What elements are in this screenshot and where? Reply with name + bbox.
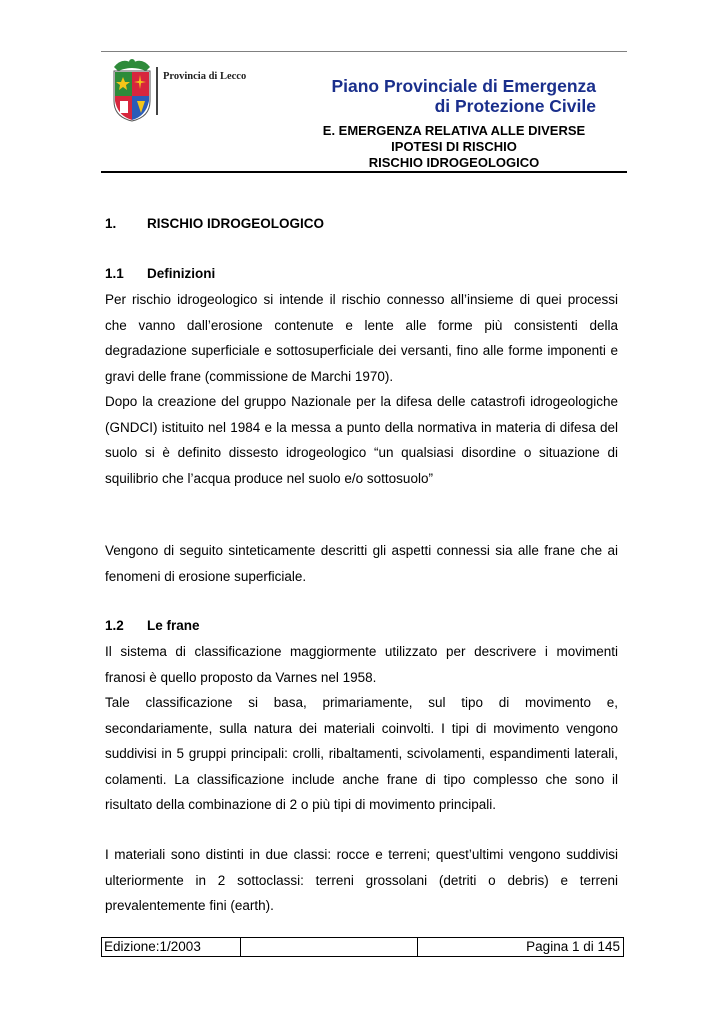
section-subtitle-line2: IPOTESI DI RISCHIO [391,139,517,154]
header-bottom-rule [101,171,627,173]
heading-number: 1.2 [105,618,124,633]
heading-title: Le frane [147,618,200,633]
logo-text: Provincia di Lecco [163,71,247,82]
heading-title: Definizioni [147,266,216,281]
header-top-rule [101,51,627,52]
paragraph-materials: I materiali sono distinti in due classi: rocce e terreni; quest’ultimi vengono suddivisi ulteriormente in 2 sottoclassi: terreni grossolani (detriti o debris) e terreni prevalentemente fini (earth). [105,847,618,914]
paragraph-classification: Tale classificazione si basa, primariamente, sul tipo di movimento e, secondariamente, sulla natura dei materiali coinvolti. I tipi di movimento vengono suddivisi in 5 gruppi principali: crolli, ribaltamenti, scivolamenti, espandimenti laterali, colamenti. La classificazione include anche frane di tipo complesso che sono il risultato della combinazione di 2 o più tipi di movimento principali. [105,695,618,813]
coat-of-arms-icon [108,55,156,123]
paragraph-definition: Per rischio idrogeologico si intende il rischio connesso all’insieme di quei processi che vanno dall’erosione contenute e lente alle forme più consistenti della degradazione superficiale e sottosuperficiale dei versanti, fino alle forme imponenti e gravi delle frane (commissione de Marchi 1970). [105,292,618,384]
document-title-line1: Piano Provinciale di Emergenza [331,76,596,96]
paragraph-varnes: Il sistema di classificazione maggiormente utilizzato per descrivere i movimenti franosi è quello proposto da Varnes nel 1958. [105,644,618,685]
logo-divider [156,67,158,115]
province-logo [108,55,268,123]
document-title-line2: di Protezione Civile [434,96,596,116]
paragraph-intro-aspects: Vengono di seguito sinteticamente descritti gli aspetti connessi sia alle frane che ai fenomeni di erosione superficiale. [105,543,618,584]
heading-section-1-1 [105,266,215,281]
page-footer [101,937,624,957]
paragraph-gndci: Dopo la creazione del gruppo Nazionale per la difesa delle catastrofi idrogeologiche (GNDCI) istituito nel 1984 e la messa a punto della normativa in materia di difesa del suolo si è definito dissesto idrogeologico “un qualsiasi disordine o situazione di squilibrio che l’acqua produce nel suolo e/o sottosuolo” [105,394,618,486]
footer-edition: Edizione:1/2003 [102,938,241,956]
heading-title: RISCHIO IDROGEOLOGICO [147,216,325,231]
section-subtitle-line3: RISCHIO IDROGEOLOGICO [368,155,540,170]
heading-section-1 [105,216,324,231]
footer-page-number: Pagina 1 di 145 [526,939,620,954]
section-subtitle-line1: E. EMERGENZA RELATIVA ALLE DIVERSE [322,123,586,138]
heading-section-1-2 [105,618,200,633]
footer-empty-cell [241,938,418,956]
heading-number: 1. [105,216,117,231]
heading-number: 1.1 [105,266,124,281]
